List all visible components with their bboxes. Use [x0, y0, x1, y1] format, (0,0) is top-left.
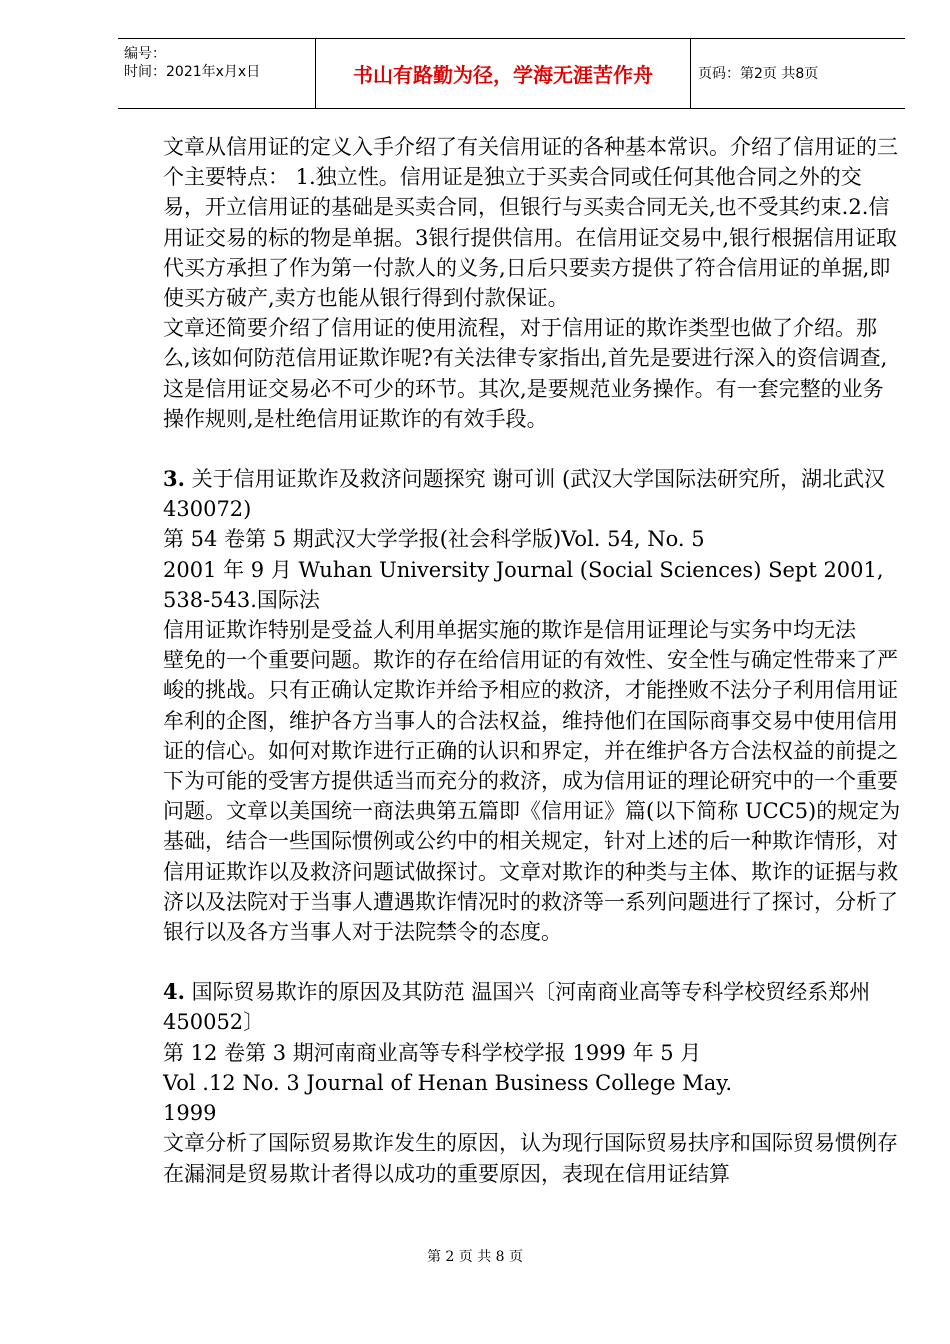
time-label: 时间：2021年x月x日 [124, 64, 261, 80]
page-footer: 第 2 页 共 8 页 [426, 1249, 524, 1265]
paragraph-summary-2: 文章还简要介绍了信用证的使用流程，对于信用证的欺诈类型也做了介绍。那么,该如何防范信用证欺诈呢?有关法律专家指出,首先是要进行深入的资信调查,这是信用证交易必不可少的环节。其次,是要规范业务操作。有一套完整的业务操作规则,是杜绝信用证欺诈的有效手段。 [163, 316, 888, 431]
item-3-abstract-line-1: 信用证欺诈特别是受益人利用单据实施的欺诈是信用证理论与实务中均无法 [163, 618, 856, 643]
item-4-number: 4. [163, 979, 185, 1005]
item-3-abstract-body: 壁免的一个重要问题。欺诈的存在给信用证的有效性、安全性与确定性带来了严峻的挑战。只有正确认定欺诈并给予相应的救济，才能挫败不法分子利用信用证牟利的企图，维护各方当事人的合法权益，维持他们在国际商事交易中使用信用证的信心。如何对欺诈进行正确的认识和界定，并在维护各方合法权益的前提之下为可能的受害方提供适当而充分的救济，成为信用证的理论研究中的一个重要问题。文章以美国统一商法典第五篇即《信用证》篇(以下简称 UCC5)的规定为基础，结合一些国际惯例或公约中的相关规定，针对上述的后一种欺诈情形，对信用证欺诈以及救济问题试做探讨。文章对欺诈的种类与主体、欺诈的证据与救济以及法院对于当事人遭遇欺诈情况时的救济等一系列问题进行了探讨，分析了银行以及各方当事人对于法院禁令的态度。 [163, 648, 901, 945]
item-4-source-line-1: 第 12 卷第 3 期河南商业高等专科学校学报 1999 年 5 月 [163, 1040, 702, 1065]
item-3-source-line-2: 2001 年 9 月 Wuhan University Journal (Social Sciences) Sept 2001, 538-543.国际法 [163, 557, 884, 612]
paragraph-summary-1: 文章从信用证的定义入手介绍了有关信用证的各种基本常识。介绍了信用证的三个主要特点： 1.独立性。信用证是独立于买卖合同或任何其他合同之外的交易，开立信用证的基础是买卖合同，但银行与买卖合同无关,也不受其约束.2.信用证交易的标的物是单据。3银行提供信用。在信用证交易中,银行根据信用证取代买方承担了作为第一付款人的义务,日后只要卖方提供了符合信用证的单据,即使买方破产,卖方也能从银行得到付款保证。 [163, 135, 898, 311]
reference-item-4 [163, 977, 903, 1037]
item-3-source-line-1: 第 54 卷第 5 期武汉大学学报(社会科学版)Vol. 54, No. 5 [163, 527, 705, 552]
document-body [163, 132, 903, 1189]
header-motto: 书山有路勤为径，学海无涯苦作舟 [315, 39, 691, 108]
item-4-source-line-3: 1999 [163, 1101, 217, 1126]
item-4-source-line-2: Vol .12 No. 3 Journal of Henan Business College May. [163, 1070, 733, 1095]
reference-item-3 [163, 464, 903, 524]
item-4-title: 国际贸易欺诈的原因及其防范 温国兴〔河南商业高等专科学校贸经系郑州 450052〕 [163, 980, 871, 1035]
item-3-number: 3. [163, 466, 185, 492]
page-header [118, 38, 905, 109]
header-meta [118, 39, 315, 108]
item-4-abstract: 文章分析了国际贸易欺诈发生的原因，认为现行国际贸易扶序和国际贸易惯例存在漏洞是贸易欺计者得以成功的重要原因，表现在信用证结算 [163, 1131, 898, 1186]
header-page-label: 页码：第2页 共8页 [698, 66, 819, 82]
item-3-title: 关于信用证欺诈及救济问题探究 谢可训 (武汉大学国际法研究所，湖北武汉 430072) [163, 467, 886, 522]
serial-label: 编号： [124, 46, 166, 62]
